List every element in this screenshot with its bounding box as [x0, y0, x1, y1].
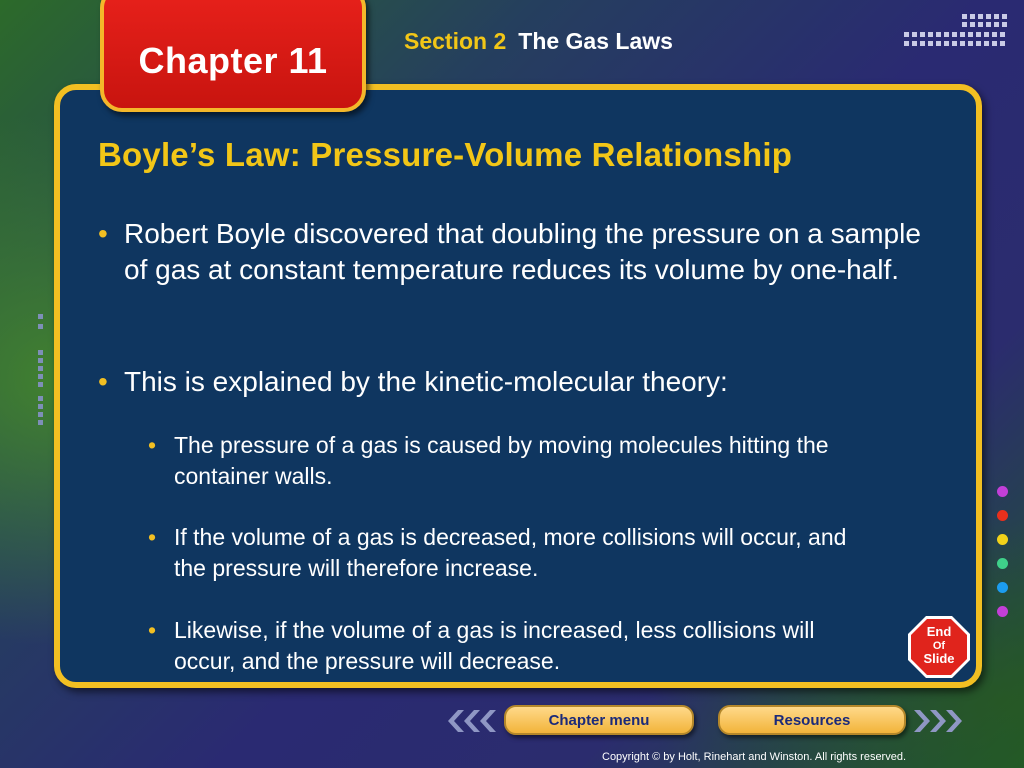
chapter-menu-label: Chapter menu — [548, 711, 650, 729]
resources-label: Resources — [773, 711, 851, 729]
end-of-slide-line1: End — [926, 624, 952, 639]
decor-dot — [997, 486, 1008, 497]
dot-grid-decoration — [900, 14, 1012, 54]
chapter-tab — [100, 0, 366, 112]
bullet-item — [98, 216, 924, 288]
decor-dot — [997, 558, 1008, 569]
decor-dot — [997, 582, 1008, 593]
sub-bullet-item — [148, 522, 880, 584]
copyright-notice: Copyright © by Holt, Rinehart and Winston. All rights reserved. — [602, 751, 907, 763]
end-of-slide-stop-sign-icon[interactable] — [906, 614, 972, 680]
bullet-item — [98, 364, 924, 400]
bullet-marker: • — [148, 524, 157, 550]
decor-dot — [997, 534, 1008, 545]
bullet-marker: • — [98, 366, 108, 397]
bullet-marker: • — [148, 432, 157, 458]
slide-content-panel — [54, 84, 982, 688]
section-header — [404, 28, 673, 55]
dot-column-decoration — [34, 310, 48, 430]
section-name: The Gas Laws — [518, 28, 673, 54]
color-dots-decoration — [997, 486, 1011, 630]
sub-bullet-item — [148, 615, 880, 677]
bullet-text: Robert Boyle discovered that doubling the pressure on a sample of gas at constant temperature reduces its volume by one-half. — [124, 218, 921, 285]
resources-button[interactable] — [718, 705, 906, 735]
bullet-marker: • — [98, 218, 108, 249]
forward-arrows-icon[interactable] — [914, 708, 964, 734]
sub-bullet-text: Likewise, if the volume of a gas is increased, less collisions will occur, and the pressure will decrease. — [174, 617, 815, 674]
end-of-slide-line2: Of — [932, 640, 946, 652]
decor-dot — [997, 606, 1008, 617]
sub-bullet-text: If the volume of a gas is decreased, more collisions will occur, and the pressure will therefore increase. — [174, 524, 847, 581]
end-of-slide-line3: Slide — [923, 651, 955, 666]
decor-dot — [997, 510, 1008, 521]
sub-bullet-text: The pressure of a gas is caused by moving molecules hitting the container walls. — [174, 432, 829, 489]
chapter-label: Chapter 11 — [138, 40, 328, 81]
sub-bullet-item — [148, 430, 880, 492]
section-number: Section 2 — [404, 28, 507, 54]
slide-title: Boyle’s Law: Pressure-Volume Relationship — [98, 136, 793, 173]
bullet-text: This is explained by the kinetic-molecular theory: — [124, 366, 728, 397]
back-arrows-icon[interactable] — [446, 708, 496, 734]
chapter-menu-button[interactable] — [504, 705, 694, 735]
bullet-marker: • — [148, 617, 157, 643]
